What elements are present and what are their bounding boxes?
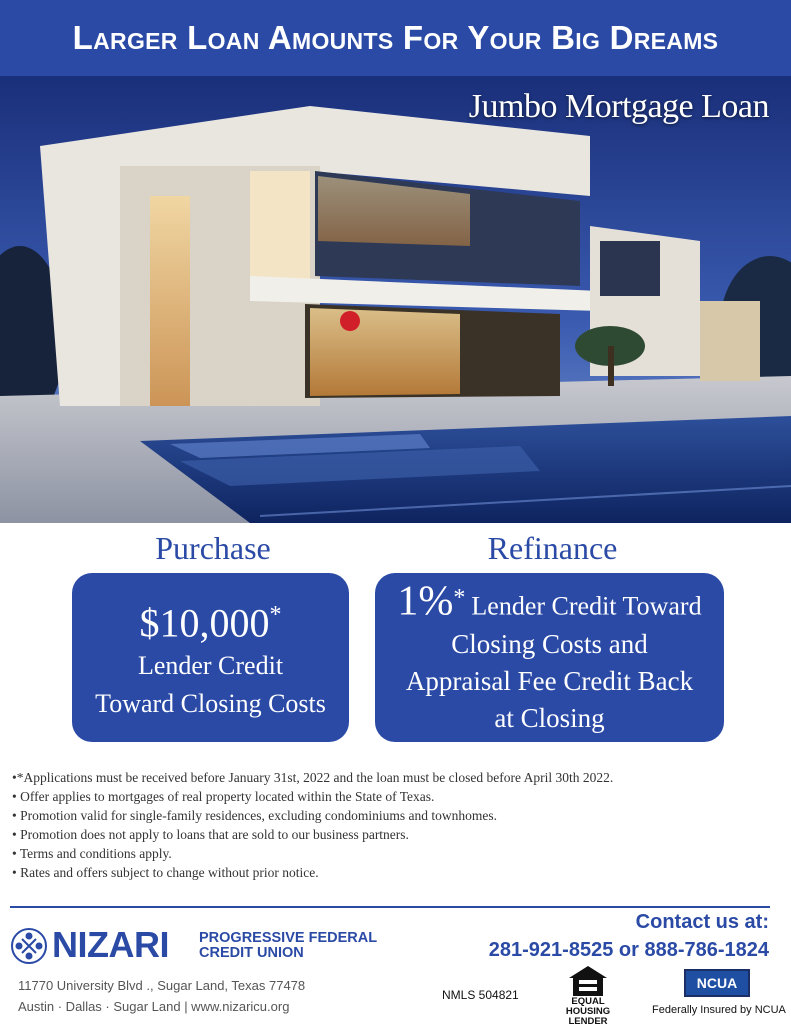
ncua-badge: [684, 969, 750, 997]
page-title: Larger Loan Amounts For Your Big Dreams: [72, 19, 719, 56]
brand-name: NIZARI: [52, 924, 169, 965]
credit-union-logo-icon: [10, 927, 48, 965]
equal-housing-house-icon: [568, 965, 608, 997]
contact-phone-numbers[interactable]: 281-921-8525 or 888-786-1824: [488, 939, 769, 961]
ncua-badge-text: NCUA: [696, 975, 738, 991]
ncua-caption: Federally Insured by NCUA: [652, 1004, 786, 1016]
brand-tagline-line-2: CREDIT UNION: [199, 945, 304, 961]
footer-divider: [10, 906, 770, 908]
purchase-amount-line: [72, 592, 349, 646]
disclaimer-item: • Promotion does not apply to loans that are sold to our business partners.: [12, 827, 409, 842]
refinance-asterisk: *: [453, 584, 466, 611]
purchase-amount: $10,000: [139, 600, 270, 646]
refinance-line-4: at Closing: [494, 703, 605, 734]
brand-tagline-line-1: PROGRESSIVE FEDERAL: [199, 930, 378, 946]
purchase-heading: Purchase: [155, 530, 271, 566]
purchase-offer-card: [72, 573, 349, 742]
disclaimer-item: • Terms and conditions apply.: [12, 846, 172, 861]
header-banner: [0, 0, 791, 76]
nmls-number: NMLS 504821: [442, 988, 519, 1002]
brand-tagline: [199, 931, 377, 961]
house-illustration: [0, 76, 791, 523]
address-line-1: 11770 University Blvd ., Sugar Land, Texas 77478: [18, 978, 306, 993]
equal-housing-lender-label: [552, 997, 624, 1024]
refinance-amount: 1%: [397, 578, 454, 625]
refinance-line-1: Lender Credit Toward: [471, 591, 702, 621]
refinance-line-3: Appraisal Fee Credit Back: [405, 666, 694, 697]
eho-line-1: EQUAL HOUSING: [565, 996, 611, 1017]
purchase-line-1: Lender Credit: [137, 650, 284, 680]
refinance-line-2: Closing Costs and: [451, 629, 648, 660]
disclaimer-item: • Offer applies to mortgages of real property located within the State of Texas.: [12, 789, 435, 804]
purchase-asterisk: *: [269, 602, 282, 629]
refinance-heading: Refinance: [487, 530, 618, 566]
disclaimer-item: • Promotion valid for single-family residences, excluding condominiums and townhomes.: [12, 808, 498, 823]
disclaimer-item: • Rates and offers subject to change without prior notice.: [12, 865, 319, 880]
address-line-2: Austin · Dallas · Sugar Land | www.nizaricu.org: [18, 999, 290, 1014]
refinance-first-line: [375, 578, 724, 627]
contact-heading: Contact us at:: [635, 911, 769, 933]
hero-subtitle: Jumbo Mortgage Loan: [468, 88, 769, 125]
purchase-line-2: Toward Closing Costs: [95, 688, 326, 718]
eho-line-2: LENDER: [568, 1016, 608, 1024]
refinance-offer-card: [375, 573, 724, 742]
disclaimer-item: •*Applications must be received before January 31st, 2022 and the loan must be closed before April 30th 2022.: [12, 770, 614, 785]
hero-image: [0, 76, 791, 523]
disclaimer-list: [12, 768, 782, 882]
